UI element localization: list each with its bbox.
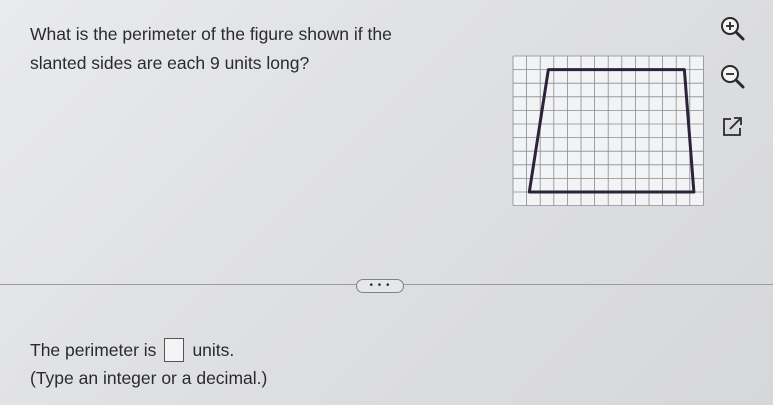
answer-sentence [30,338,234,362]
answer-hint: (Type an integer or a decimal.) [30,368,268,388]
question-text [30,20,460,78]
zoom-out-icon [719,63,745,89]
trapezoid-figure [512,55,704,212]
zoom-in-button[interactable] [718,14,746,42]
answer-input[interactable] [164,338,184,362]
figure-grid [512,55,704,207]
question-line-2: slanted sides are each 9 units long? [30,53,310,73]
more-options-button[interactable]: • • • [356,279,404,293]
answer-prefix: The perimeter is [30,339,157,360]
zoom-in-icon [719,15,745,41]
answer-suffix: units. [192,339,235,360]
zoom-out-button[interactable] [718,62,746,90]
popout-button[interactable] [718,113,746,141]
question-line-1: What is the perimeter of the figure shown if the [30,24,392,44]
external-link-icon [720,115,744,139]
